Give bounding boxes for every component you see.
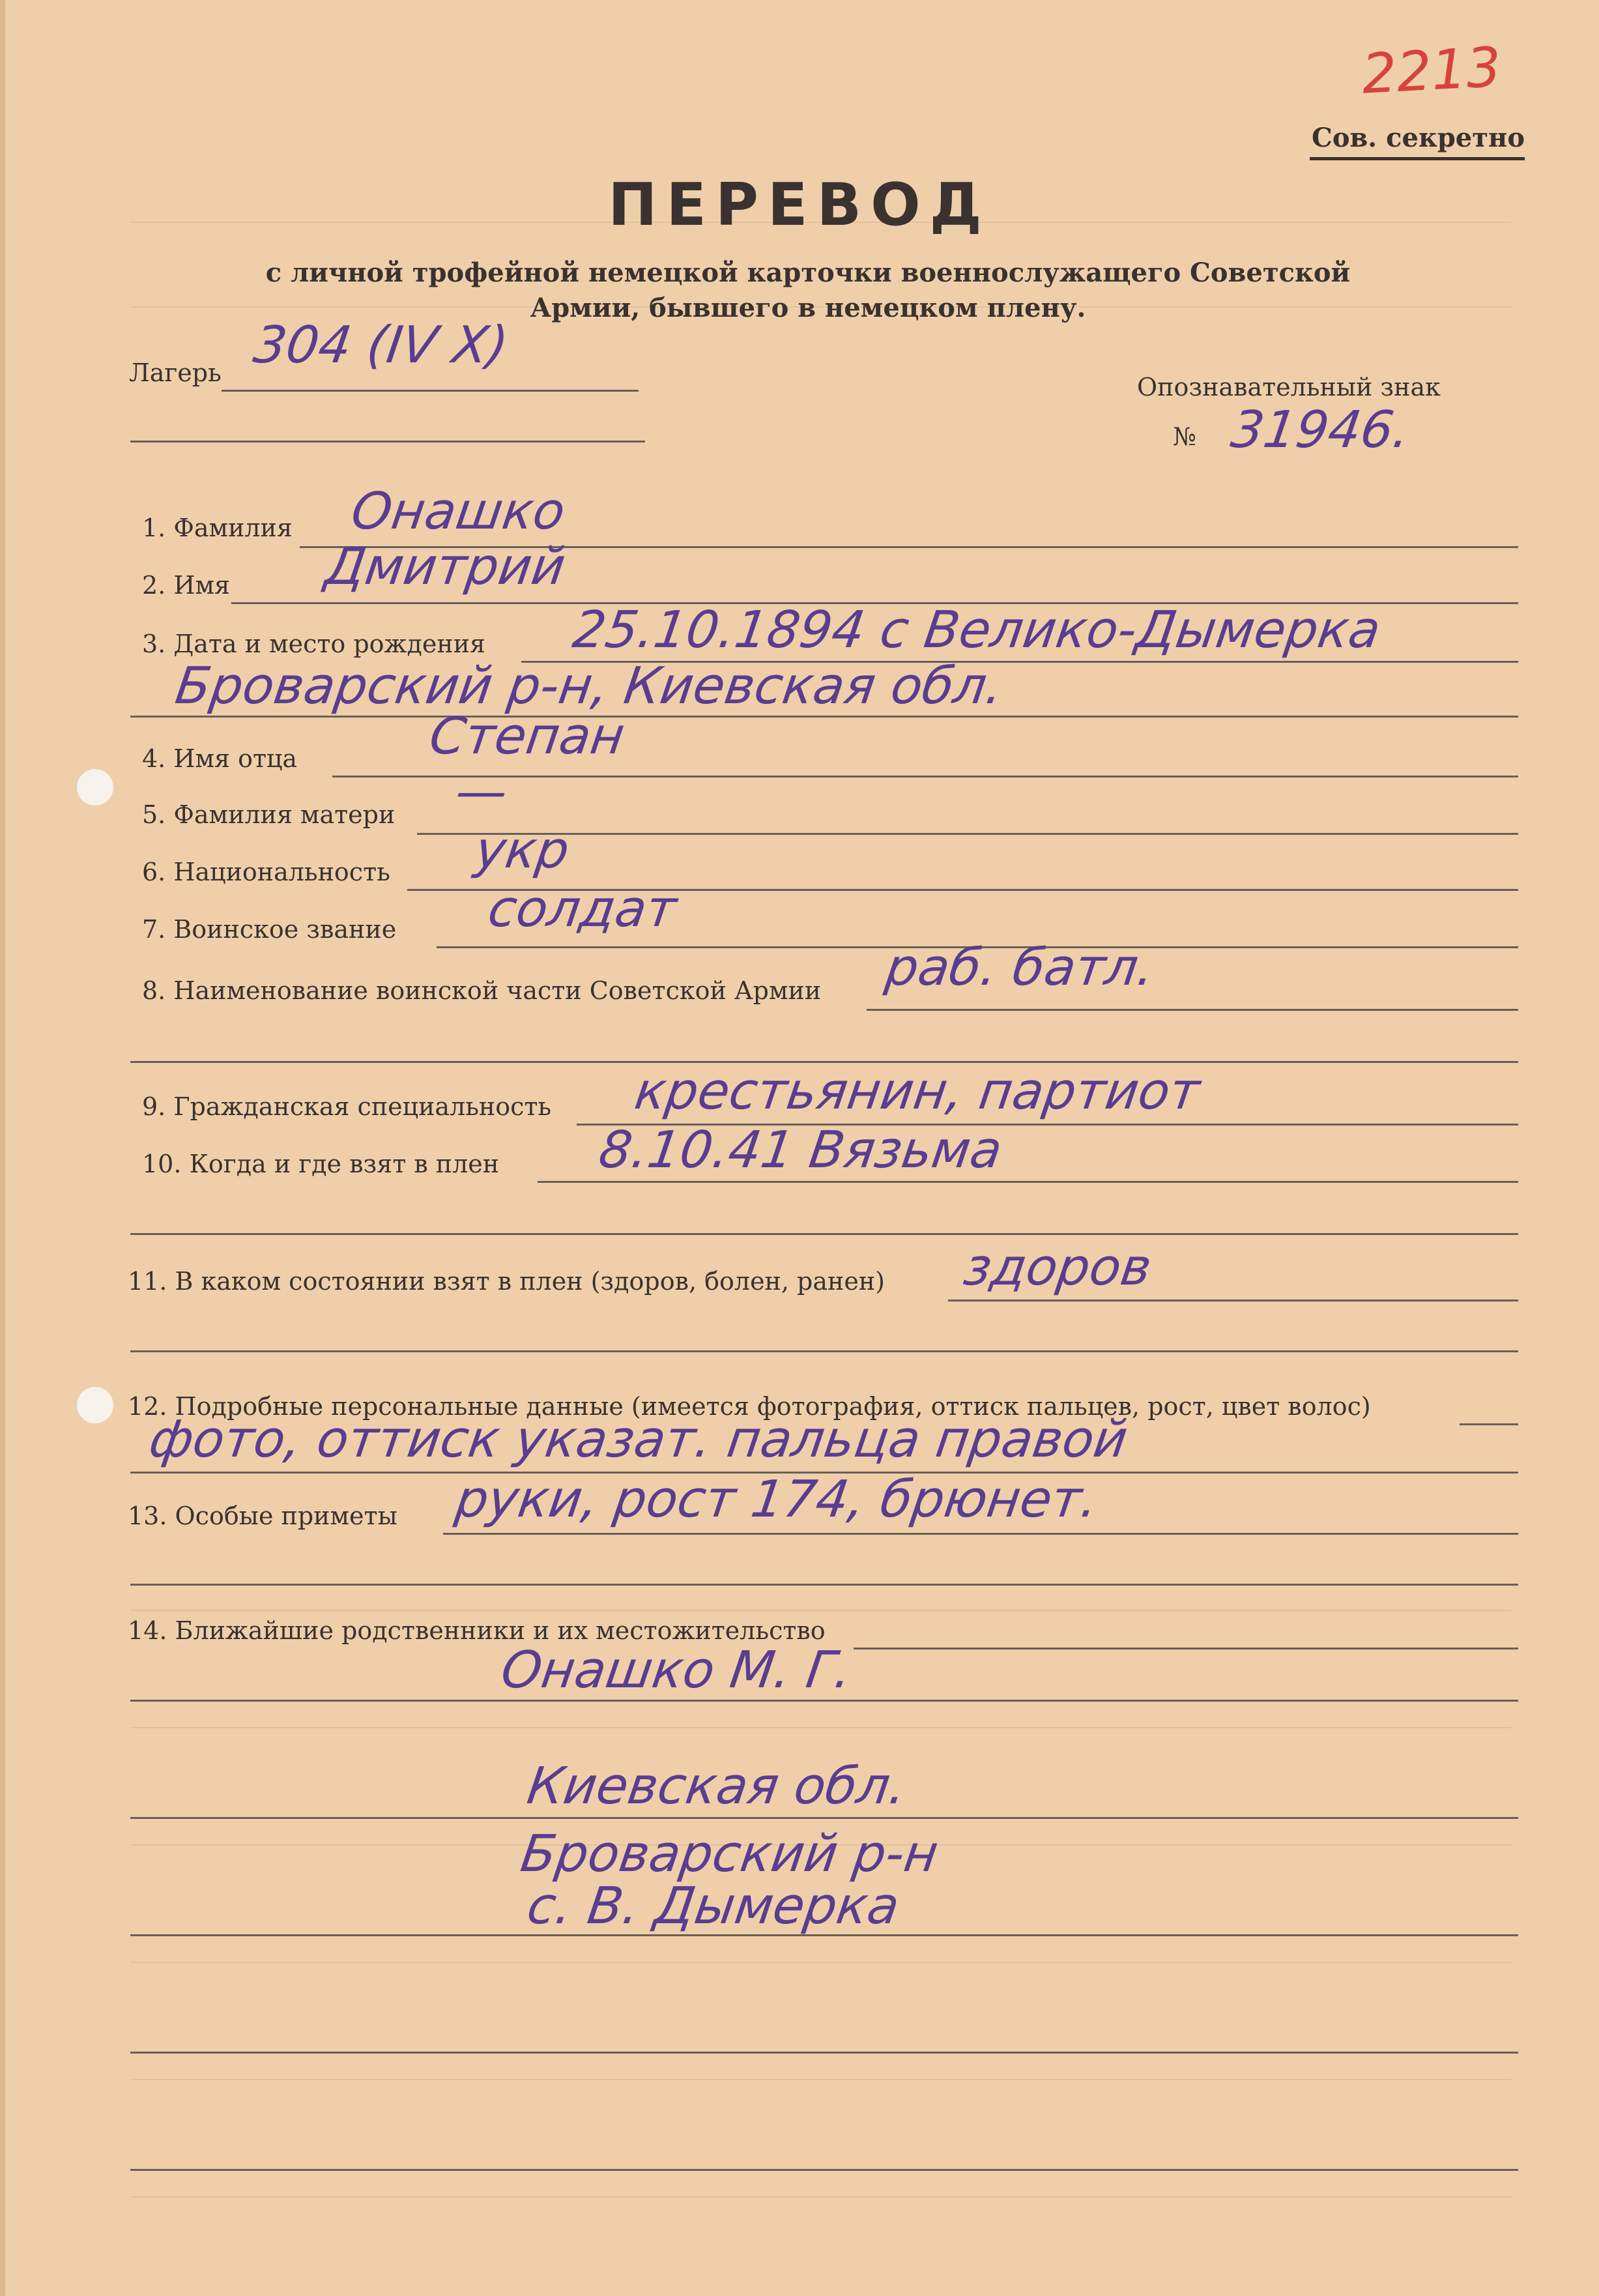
camp-label: Лагерь (129, 358, 222, 387)
field-personal-line (1460, 1423, 1518, 1425)
field-relatives-line-5 (130, 2052, 1518, 2054)
punch-hole-upper (77, 769, 113, 806)
camp-line (222, 390, 639, 392)
field-relatives-address-2: Броварский р-н (517, 1825, 942, 1883)
field-unit-line (867, 1009, 1518, 1011)
field-name-value: Дмитрий (321, 538, 569, 596)
field-unit-value: раб. батл. (882, 938, 1159, 997)
field-birth-line-2 (130, 716, 1518, 718)
field-profession-label: 9. Гражданская специальность (142, 1092, 552, 1121)
field-rank-label: 7. Воинское звание (142, 915, 397, 944)
field-nationality-value: укр (471, 821, 573, 880)
field-nationality-label: 6. Национальность (142, 858, 390, 886)
field-birth-label: 3. Дата и место рождения (142, 630, 486, 658)
ruled-line (130, 2079, 1512, 2080)
field-captured-line-2 (130, 1233, 1518, 1235)
field-surname-label: 1. Фамилия (142, 514, 293, 542)
field-personal-value: фото, оттиск указат. пальца правой (145, 1410, 1131, 1469)
field-relatives-address-3: с. В. Дымерка (523, 1877, 903, 1936)
field-relatives-line-2 (130, 1700, 1518, 1702)
archive-number-stamp: 2213 (1360, 35, 1503, 106)
field-relatives-address-1: Киевская обл. (523, 1757, 910, 1816)
field-mother-label: 5. Фамилия матери (142, 800, 396, 829)
field-personal-label: 12. Подробные персональные данные (имеется фотография, оттиск пальцев, рост, цвет волос) (128, 1392, 1371, 1421)
field-captured-value: 8.10.41 Вязьма (595, 1121, 1006, 1180)
field-unit-label: 8. Наименование воинской части Советской Армии (142, 976, 822, 1005)
field-relatives-value: Онашко М. Г. (497, 1641, 856, 1700)
field-condition-line (948, 1300, 1518, 1301)
field-condition-label: 11. В каком состоянии взят в плен (здоров, болен, ранен) (128, 1267, 885, 1296)
field-condition-line-2 (130, 1350, 1518, 1352)
document-subtitle: с личной трофейной немецкой карточки военнослужащего Советской Армии, бывшего в немецком плену. (265, 257, 1351, 323)
ruled-line (130, 1610, 1512, 1611)
field-captured-label: 10. Когда и где взят в плен (142, 1150, 500, 1178)
ruled-line (130, 2196, 1512, 2198)
classification-mark: Сов. секретно (1310, 123, 1525, 160)
field-relatives-line (854, 1648, 1518, 1649)
field-birth-value: 25.10.1894 с Велико-Дымерка (569, 601, 1385, 660)
field-father-label: 4. Имя отца (142, 744, 298, 773)
camp-line-2 (130, 441, 645, 443)
field-relatives-line-3 (130, 1817, 1518, 1819)
field-name-label: 2. Имя (142, 571, 231, 600)
id-tag-number-sign: № (1173, 422, 1196, 451)
field-mother-value: — (452, 763, 511, 821)
ruled-line (130, 1962, 1512, 1963)
field-features-line-2 (130, 1584, 1518, 1586)
field-features-value: руки, рост 174, брюнет. (452, 1470, 1102, 1529)
id-tag-label: Опознавательный знак (1137, 373, 1441, 401)
field-rank-value: солдат (484, 880, 680, 938)
field-mother-line (417, 833, 1518, 835)
field-profession-value: крестьянин, партиот (631, 1062, 1204, 1121)
id-tag-value: 31946. (1227, 401, 1414, 459)
punch-hole-lower (77, 1387, 113, 1423)
field-father-value: Степан (425, 707, 629, 766)
paper-edge (0, 0, 5, 2296)
document-title: ПЕРЕВОД (608, 171, 991, 239)
field-condition-value: здоров (960, 1238, 1155, 1297)
field-captured-line (538, 1181, 1518, 1183)
field-birth-value-2: Броварский р-н, Киевская обл. (171, 657, 1007, 716)
field-father-line (332, 776, 1518, 777)
field-surname-value: Онашко (347, 482, 569, 541)
ruled-line (130, 1727, 1512, 1728)
field-features-label: 13. Особые приметы (128, 1502, 397, 1530)
field-features-line (443, 1533, 1518, 1535)
field-relatives-label: 14. Ближайшие родственники и их местожительство (128, 1616, 826, 1645)
field-relatives-line-6 (130, 2169, 1518, 2171)
camp-value: 304 (IV X) (250, 316, 512, 375)
